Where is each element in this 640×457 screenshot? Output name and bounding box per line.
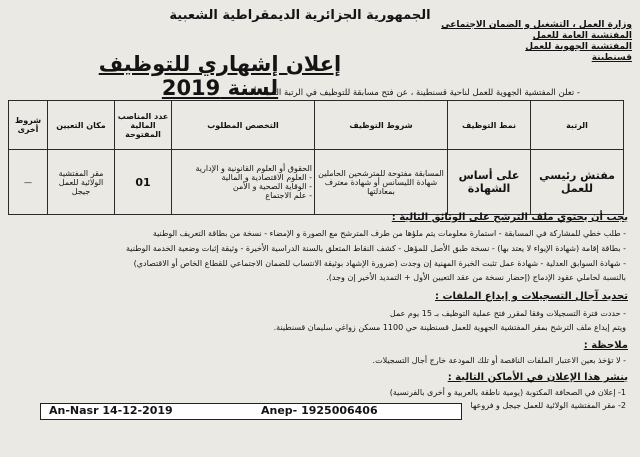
deadline-line: ويتم إيداع ملف الترشح بمقر المفتشية الجهوية للعمل قسنطينة حي 1100 مسكن زواغي سليمان قسنطينة. <box>273 323 626 332</box>
col-other: شروط أخرى <box>9 101 48 150</box>
intro-text: - تعلن المفتشية الجهوية للعمل لناحية قسنطينة ، عن فتح مسابقة للتوظيف في الرتبة المبينة أدناه <box>240 88 580 98</box>
cell-positions: 01 <box>115 150 172 215</box>
cell-place: مقر المفتشية الولائية للعمل جيجل <box>48 150 115 215</box>
ministry-block <box>442 20 632 64</box>
table-row <box>9 150 624 215</box>
publication-footer <box>40 403 462 420</box>
inspectorate-general-line: المفتشية العامة للعمل <box>532 31 632 41</box>
specialty-item: - علم الاجتماع <box>265 191 312 200</box>
cell-rank: مفتش رئيسي للعمل <box>531 150 624 215</box>
note-heading: ملاحظة : <box>583 340 628 351</box>
publish-line: 1- إعلان في الصحافة المكتوبة (يومية ناطقة بالعربية و أخرى بالفرنسية) <box>389 388 626 397</box>
col-conditions: شروط التوظيف <box>315 101 448 150</box>
cell-conditions: المسابقة مفتوحة للمترشحين الحاملين شهادة الليسانس أو شهادة معترف بمعادلتها <box>315 150 448 215</box>
deadline-heading: تحديد آجال التسجيلات و إيداع الملفات : <box>435 291 628 302</box>
newspaper-date: An-Nasr 14-12-2019 <box>49 404 173 417</box>
ministry-line: وزارة العمل ، التشغيل و الضمان الاجتماعي <box>441 20 632 30</box>
publish-line: 2- مقر المفتشية الولائية للعمل جيجل و فروعها <box>470 401 626 410</box>
cell-mode: على أساس الشهادة <box>448 150 531 215</box>
specialty-item: - الوقاية الصحية و الأمن <box>232 182 312 191</box>
city-line: قسنطينة <box>591 53 632 63</box>
cell-other: — <box>9 150 48 215</box>
cell-specialty <box>172 150 315 215</box>
col-mode: نمط التوظيف <box>448 101 531 150</box>
publish-heading: ينشر هذا الإعلان في الأماكن التالية : <box>447 372 628 383</box>
regional-inspectorate-line: المفتشية الجهوية للعمل <box>525 42 632 52</box>
documents-line: - شهادة السوابق العدلية - شهادة عمل تثبت الخبرة المهنية إن وجدت (ضرورة الإشهاد بوثيقة الانتساب للضمان الاجتماعي للقطاع الخاص أو الاقتصادي) <box>133 259 626 268</box>
specialty-item: - العلوم الاقتصادية و المالية <box>221 173 312 182</box>
col-positions: عدد المناصب المالية المفتوحة <box>115 101 172 150</box>
documents-line: - طلب خطي للمشاركة في المسابقة - استمارة معلومات يتم ملؤها من طرف المترشح مع الصورة و الإمضاء - نسخة من بطاقة التعريف الوطنية <box>152 229 626 238</box>
col-place: مكان التعيين <box>48 101 115 150</box>
deadline-line: - حددت فترة التسجيلات وفقا لمقرر فتح عملية التوظيف بـ 15 يوم عمل <box>389 309 626 318</box>
republic-header: الجمهورية الجزائرية الديمقراطية الشعبية <box>169 8 431 23</box>
col-rank: الرتبة <box>531 101 624 150</box>
table-header-row <box>9 101 624 150</box>
recruitment-table <box>8 100 624 215</box>
announcement-title: إعلان إشهاري للتوظيف لسنة 2019 <box>98 52 342 100</box>
documents-heading: يجب أن يحتوي ملف الترشح على الوثائق التالية : <box>391 212 628 223</box>
note-text: - لا تؤخذ بعين الاعتبار الملفات الناقصة أو تلك المودعة خارج أجال التسجيلات. <box>372 356 626 365</box>
specialty-item: الحقوق أو العلوم القانونية و الإدارية <box>195 164 312 173</box>
documents-line: بالنسبة لحاملي عقود الإدماج (إحضار نسخة من عقد التعيين الأول + التمديد الأخير إن وجد). <box>326 273 626 282</box>
anep-reference: Anep- 1925006406 <box>261 404 378 417</box>
col-specialty: التخصص المطلوب <box>172 101 315 150</box>
documents-line: - بطاقة إقامة (شهادة الإيواء لا يعتد بها) - نسخة طبق الأصل للمؤهل - كشف النقاط المتعلق بالسنة الدراسية الأخيرة - وثيقة إثبات وضعية الخدمة الوطنية <box>126 244 626 253</box>
